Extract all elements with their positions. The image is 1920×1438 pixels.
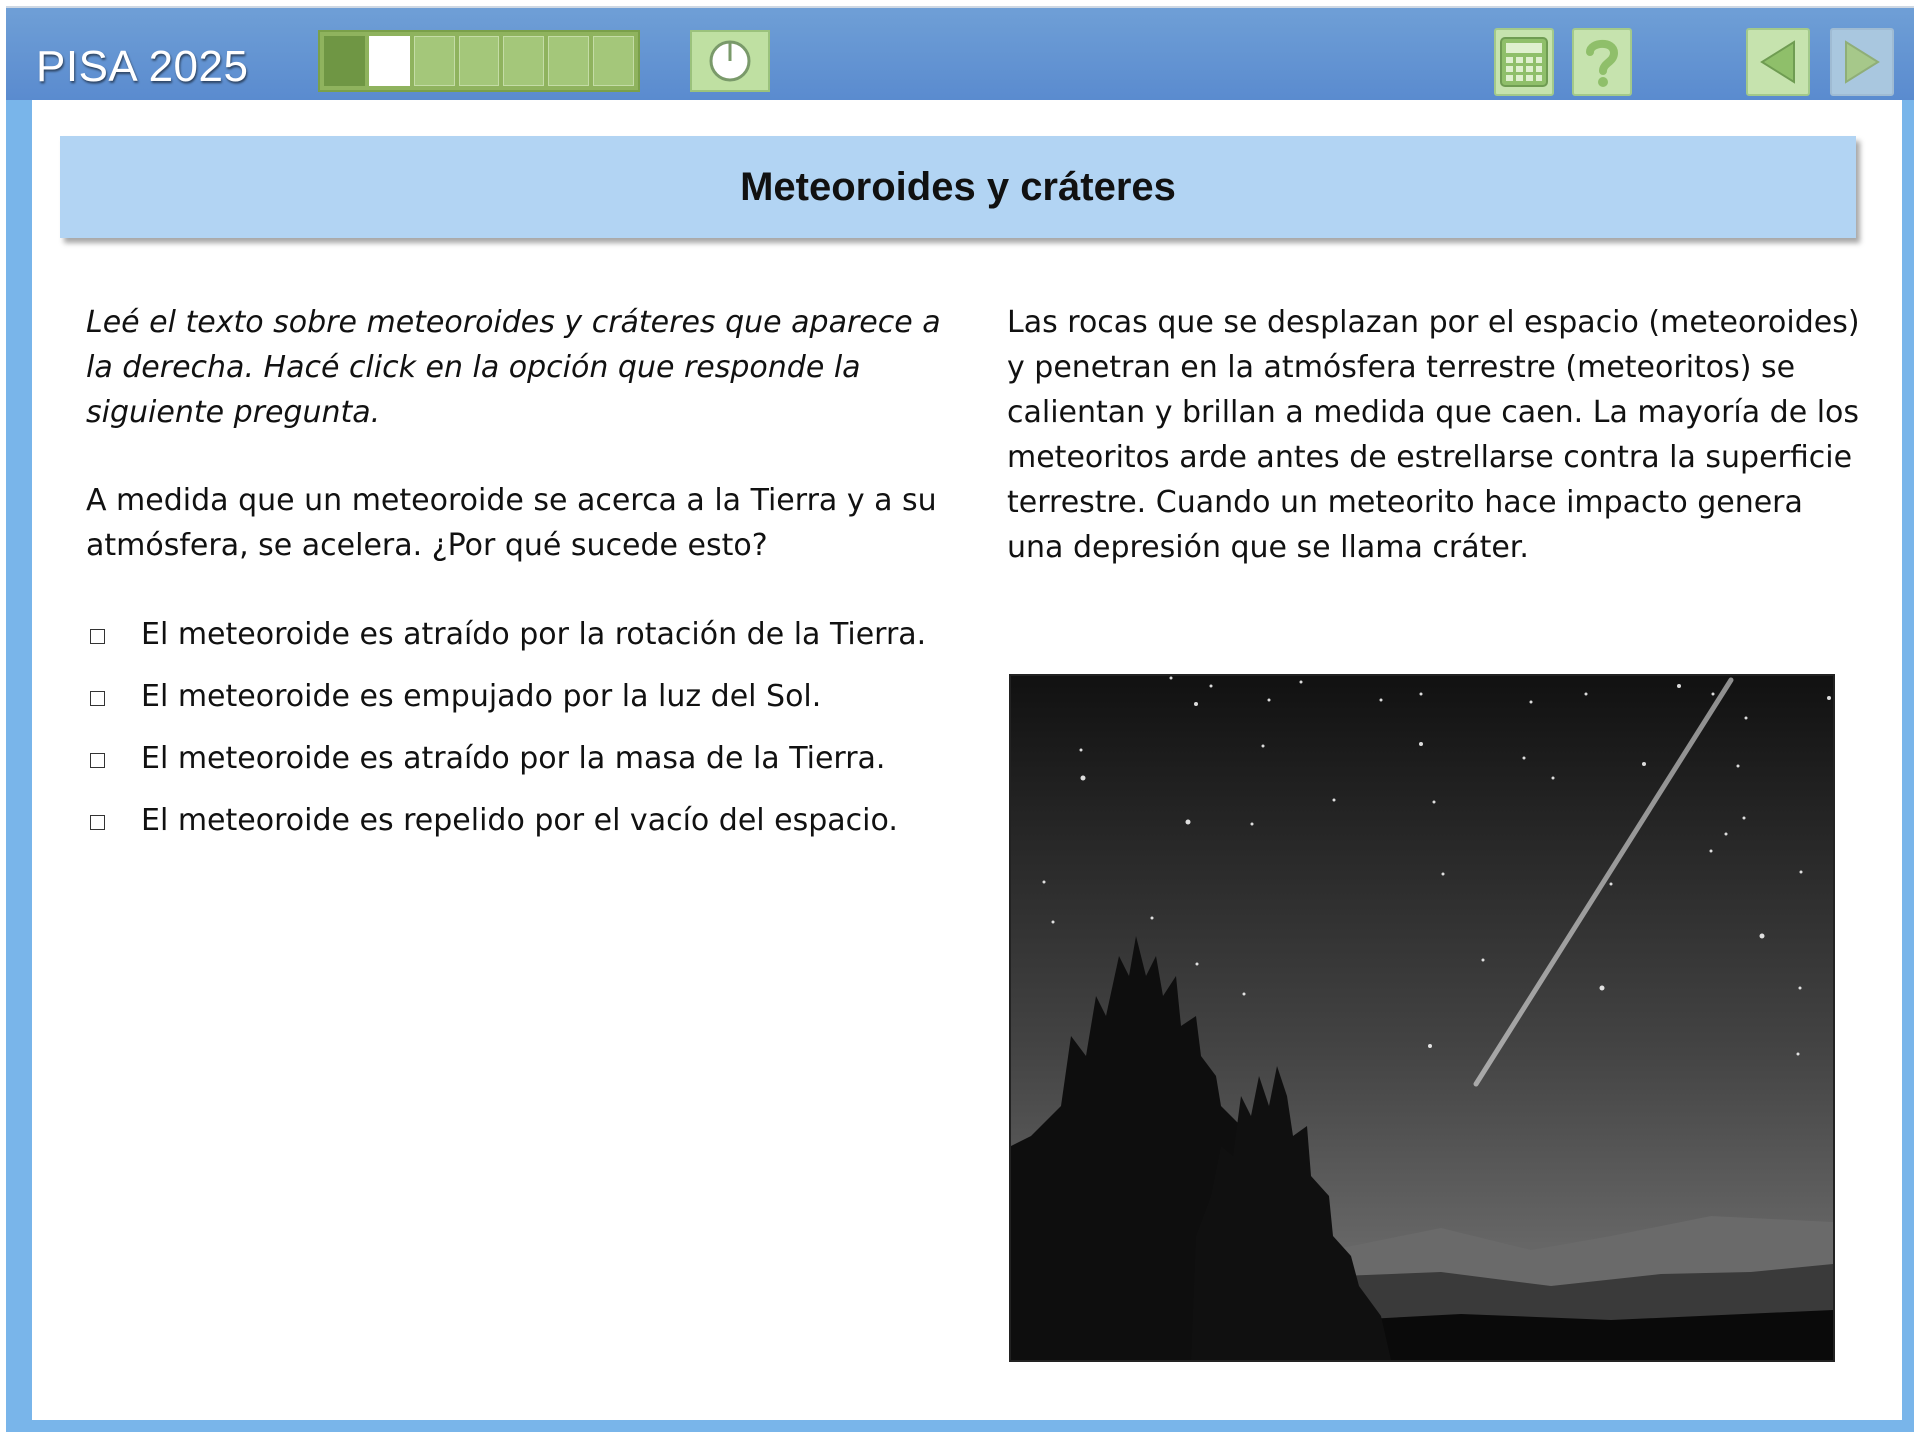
answer-option[interactable] bbox=[86, 674, 946, 719]
night-sky-illustration bbox=[1011, 676, 1833, 1360]
help-icon bbox=[1582, 36, 1622, 88]
option-checkbox[interactable] bbox=[90, 753, 105, 768]
progress-segment bbox=[593, 36, 634, 86]
arrow-left-icon bbox=[1756, 38, 1800, 86]
option-checkbox[interactable] bbox=[90, 815, 105, 830]
progress-segment bbox=[324, 36, 365, 86]
app-window bbox=[6, 6, 1914, 1432]
calculator-button[interactable] bbox=[1494, 28, 1554, 96]
reading-passage: Las rocas que se desplazan por el espacio (meteoroides) y penetran en la atmósfera terrestre (meteoritos) se calientan y brillan a medida que caen. La mayoría de los meteoritos arde antes de estrellarse contra la superficie terrestre. Cuando un meteorito hace impacto genera una depresión que se llama cráter. bbox=[1007, 305, 1860, 565]
progress-segment bbox=[414, 36, 455, 86]
option-checkbox[interactable] bbox=[90, 691, 105, 706]
option-label: El meteoroide es empujado por la luz del Sol. bbox=[141, 679, 822, 714]
answer-option[interactable] bbox=[86, 612, 946, 657]
unit-content bbox=[32, 100, 1902, 1420]
app-title: PISA 2025 bbox=[36, 42, 249, 91]
reading-panel bbox=[1007, 300, 1867, 570]
question-panel bbox=[86, 300, 946, 860]
option-label: El meteoroide es atraído por la masa de la Tierra. bbox=[141, 741, 886, 776]
arrow-right-icon bbox=[1840, 38, 1884, 86]
progress-segment bbox=[503, 36, 544, 86]
calculator-icon bbox=[1499, 36, 1549, 88]
top-toolbar bbox=[6, 8, 1914, 100]
back-button[interactable] bbox=[1746, 28, 1810, 96]
answer-option[interactable] bbox=[86, 736, 946, 781]
timer-icon bbox=[707, 38, 753, 84]
answer-options bbox=[86, 612, 946, 843]
next-button[interactable] bbox=[1830, 28, 1894, 96]
progress-segment bbox=[548, 36, 589, 86]
meteor-night-sky-image bbox=[1009, 674, 1835, 1362]
option-label: El meteoroide es atraído por la rotación de la Tierra. bbox=[141, 617, 927, 652]
progress-segment-current bbox=[369, 36, 410, 86]
option-label: El meteoroide es repelido por el vacío del espacio. bbox=[141, 803, 898, 838]
unit-title-banner bbox=[60, 136, 1856, 238]
option-checkbox[interactable] bbox=[90, 629, 105, 644]
progress-bar bbox=[318, 30, 640, 92]
answer-option[interactable] bbox=[86, 798, 946, 843]
progress-segment bbox=[459, 36, 500, 86]
question-text: A medida que un meteoroide se acerca a la Tierra y a su atmósfera, se acelera. ¿Por qué sucede esto? bbox=[86, 483, 937, 563]
timer-button[interactable] bbox=[690, 30, 770, 92]
page-title: Meteoroides y cráteres bbox=[740, 164, 1176, 209]
help-button[interactable] bbox=[1572, 28, 1632, 96]
instructions-text: Leé el texto sobre meteoroides y cráteres que aparece a la derecha. Hacé click en la opción que responde la siguiente pregunta. bbox=[86, 305, 941, 430]
